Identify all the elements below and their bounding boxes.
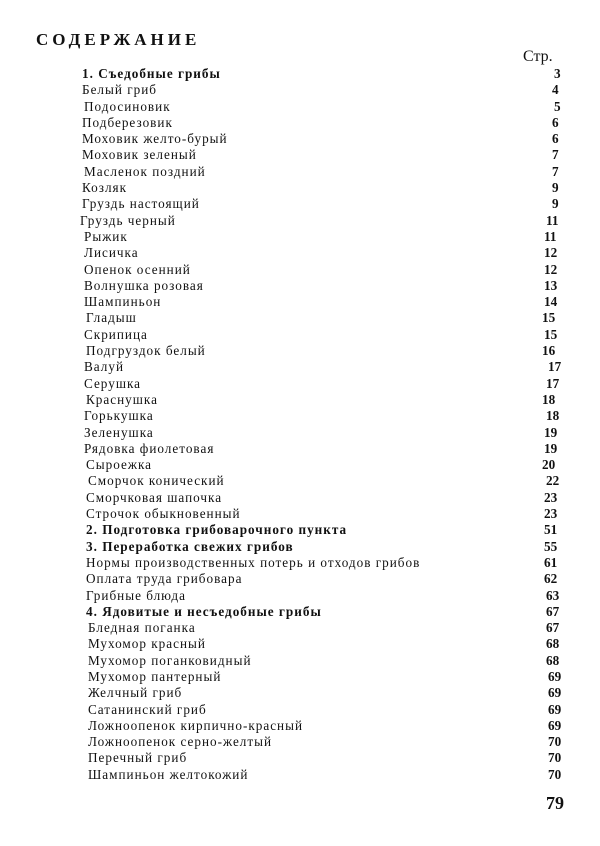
toc-entry-page: 6: [552, 131, 559, 147]
toc-entry-page: 63: [546, 587, 560, 603]
toc-entry-page: 55: [544, 538, 558, 554]
toc-entry: [0, 767, 600, 783]
toc-entry-page: 17: [546, 375, 560, 391]
toc-entry-page: 18: [542, 391, 556, 407]
toc-entry: [0, 636, 600, 652]
toc-entry-title: Ложноопенок кирпично-красный: [88, 717, 304, 733]
toc-entry-title: Перечный гриб: [88, 750, 188, 766]
toc-entry-title: Ложноопенок серно-желтый: [88, 734, 273, 750]
toc-entry-title: Строчок обыкновенный: [86, 506, 241, 522]
toc-entry-page: 3: [554, 66, 561, 81]
toc-entry: [0, 734, 600, 750]
toc-entry-title: Зеленушка: [84, 424, 154, 440]
toc-entry: [0, 213, 600, 229]
toc-entry: [0, 131, 600, 147]
toc-entry-title: Опенок осенний: [84, 261, 191, 277]
toc-entry: [0, 669, 600, 685]
toc-entry: [0, 99, 600, 115]
toc-entry: [0, 425, 600, 441]
toc-entry: [0, 147, 600, 163]
toc-entry-title: Мухомор пантерный: [88, 668, 222, 684]
page-number: 79: [546, 793, 564, 813]
toc-entry: [0, 441, 600, 457]
toc-entry-title: Рядовка фиолетовая: [84, 440, 215, 456]
toc-entry: [0, 490, 600, 506]
toc-entry: [0, 620, 600, 636]
toc-entry-page: 69: [548, 717, 562, 733]
page-column-label: Стр.: [523, 48, 553, 65]
toc-entry-title: Сыроежка: [86, 457, 153, 473]
toc-entry-title: Подосиновик: [84, 98, 171, 114]
toc-entry-title: Шампиньон желтокожий: [88, 766, 249, 782]
toc-entry-page: 14: [544, 294, 558, 310]
toc-entry: [0, 392, 600, 408]
toc-entry-title: 3. Переработка свежих грибов: [86, 538, 294, 554]
toc-entry-title: 1. Съедобные грибы: [82, 66, 221, 81]
toc-entry-page: 15: [542, 310, 556, 326]
toc-entry-page: 13: [544, 277, 558, 293]
toc-entry: [0, 571, 600, 587]
toc-entry-title: Мухомор красный: [88, 636, 206, 652]
toc-entry: [0, 506, 600, 522]
toc-entry-page: 62: [544, 571, 558, 587]
toc-entry-title: Подгруздок белый: [86, 343, 206, 359]
toc-entry: [0, 555, 600, 571]
toc-entry-page: 70: [548, 734, 562, 750]
toc-entry-page: 9: [552, 196, 559, 212]
toc-entry: [0, 229, 600, 245]
toc-entry-page: 17: [548, 359, 562, 375]
toc-entry-page: 69: [548, 701, 562, 717]
toc-entry: [0, 359, 600, 375]
toc-entry: [0, 66, 600, 82]
toc-entry-page: 7: [552, 163, 559, 179]
toc-entry-title: Сатанинский гриб: [88, 701, 207, 717]
toc-entry-title: Сморчок конический: [88, 473, 225, 489]
toc-entry-page: 11: [544, 228, 557, 244]
toc-entry-title: 4. Ядовитые и несъедобные грибы: [86, 603, 322, 619]
toc-entry-title: Шампиньон: [84, 294, 162, 310]
toc-entry-title: Скрипица: [84, 326, 148, 342]
toc-entry-page: 19: [544, 440, 558, 456]
toc-entry-title: Гладыш: [86, 310, 137, 326]
toc-entry: [0, 750, 600, 766]
toc-entry-title: Нормы производственных потерь и отходов грибов: [86, 554, 421, 570]
toc-entry-page: 68: [546, 636, 560, 652]
toc-entry-title: Грибные блюда: [86, 587, 186, 603]
toc-entry: [0, 196, 600, 212]
toc-entry: [0, 376, 600, 392]
toc-entry-page: 68: [546, 652, 560, 668]
toc-entry-title: 2. Подготовка грибоварочного пункта: [86, 522, 348, 538]
toc-entry-title: Волнушка розовая: [84, 277, 204, 293]
toc-entry: [0, 262, 600, 278]
toc-entry-title: Белый гриб: [82, 82, 157, 98]
toc-entry-page: 70: [548, 750, 562, 766]
toc-entry: [0, 82, 600, 98]
toc-entry-page: 18: [546, 408, 560, 424]
toc-entry-page: 6: [552, 114, 559, 130]
toc-entry-title: Оплата труда грибовара: [86, 571, 243, 587]
toc-entry-page: 69: [548, 668, 562, 684]
toc-entry-page: 7: [552, 147, 559, 163]
toc-entry-page: 61: [544, 554, 558, 570]
toc-entry: [0, 278, 600, 294]
toc-entry: [0, 115, 600, 131]
toc-entry-page: 4: [552, 82, 559, 98]
toc-entry-page: 69: [548, 685, 562, 701]
toc-entry-title: Сморчковая шапочка: [86, 489, 223, 505]
toc-entry-page: 23: [544, 489, 558, 505]
toc-entry: [0, 164, 600, 180]
toc-entry-title: Масленок поздний: [84, 163, 206, 179]
toc-entry-title: Бледная поганка: [88, 620, 196, 636]
toc-entry-title: Мухомор поганковидный: [88, 652, 252, 668]
toc-entry-title: Рыжик: [84, 228, 128, 244]
toc-entry-page: 51: [544, 522, 558, 538]
toc-entry-title: Груздь черный: [80, 212, 176, 228]
toc-entry: [0, 522, 600, 538]
toc-entry-page: 11: [546, 212, 559, 228]
toc-entry: [0, 408, 600, 424]
toc-entry: [0, 702, 600, 718]
toc-entry-page: 20: [542, 457, 556, 473]
toc-entry-page: 67: [546, 620, 560, 636]
toc-entry-title: Моховик зеленый: [82, 147, 197, 163]
toc-entry: [0, 294, 600, 310]
toc-entry: [0, 653, 600, 669]
toc-entry: [0, 327, 600, 343]
toc-entry-title: Подберезовик: [82, 114, 173, 130]
toc-entry-page: 23: [544, 506, 558, 522]
toc-entry-title: Моховик желто-бурый: [82, 131, 228, 147]
toc-entry-title: Груздь настоящий: [82, 196, 200, 212]
toc-entry: [0, 310, 600, 326]
toc-entry-page: 12: [544, 245, 558, 261]
toc-entry: [0, 718, 600, 734]
toc-entry-page: 9: [552, 180, 559, 196]
toc-entry-page: 15: [544, 326, 558, 342]
page-title: СОДЕРЖАНИЕ: [36, 30, 201, 49]
toc-entry-title: Лисичка: [84, 245, 139, 261]
toc-entry-title: Козляк: [82, 180, 127, 196]
toc-entry-title: Серушка: [84, 375, 142, 391]
toc-entry: [0, 473, 600, 489]
toc-entry-title: Валуй: [84, 359, 124, 375]
toc-entry-page: 19: [544, 424, 558, 440]
toc-entry: [0, 685, 600, 701]
toc-entry: [0, 245, 600, 261]
toc-entry-page: 5: [554, 98, 561, 114]
table-of-contents: [0, 66, 600, 783]
toc-entry: [0, 457, 600, 473]
toc-entry-title: Горькушка: [84, 408, 154, 424]
toc-entry: [0, 180, 600, 196]
toc-entry-page: 67: [546, 603, 560, 619]
toc-entry-page: 16: [542, 343, 556, 359]
toc-entry-page: 22: [546, 473, 560, 489]
toc-entry-title: Краснушка: [86, 391, 158, 407]
toc-entry-title: Желчный гриб: [88, 685, 183, 701]
toc-entry: [0, 588, 600, 604]
toc-entry: [0, 539, 600, 555]
toc-entry-page: 12: [544, 261, 558, 277]
toc-entry: [0, 343, 600, 359]
toc-entry-page: 70: [548, 766, 562, 782]
toc-entry: [0, 604, 600, 620]
